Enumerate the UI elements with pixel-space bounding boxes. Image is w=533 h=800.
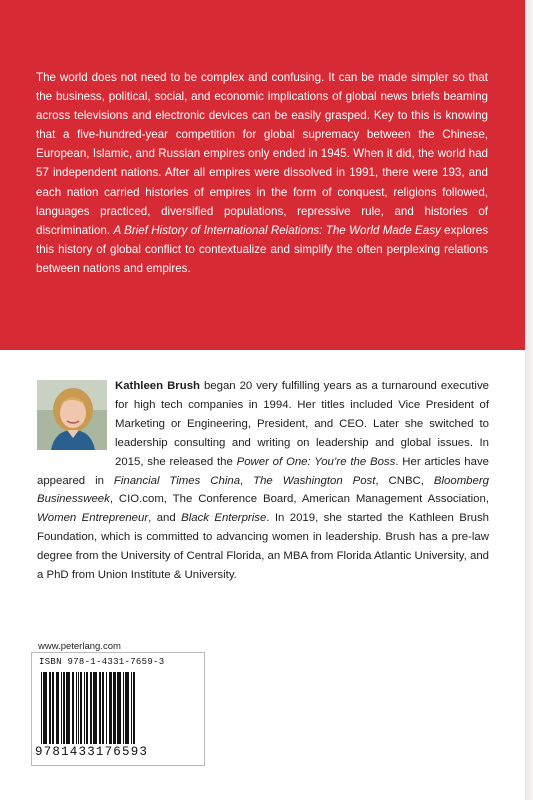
publication-bloomberg: Bloomberg Businessweek: [37, 474, 489, 506]
isbn-barcode: [31, 652, 205, 766]
author-portrait-icon: [37, 380, 107, 450]
barcode-digits: 9781433176593: [35, 745, 149, 759]
description-text: The world does not need to be complex and confusing. It can be made simpler so that the business, political, social, and economic implications of global news briefs beaming across televisions and electronic devices can be easily grasped. Key to this is knowing that a five-hundred-year competition for global supremacy between the Chinese, European, Islamic, and Russian empires only ended in 1945. When it did, the world had 57 independent nations. After all empires were dissolved in 1991, there were 193, and each nation carried histories of empires in the form of conquest, religions followed, languages practiced, diversified populations, repressive rule, and histories of discrimination.: [36, 71, 488, 237]
bio-text: , CNBC,: [375, 474, 434, 487]
publication-ft-china: Financial Times China: [113, 474, 241, 487]
author-bio: [37, 377, 489, 585]
page-edge: [525, 0, 533, 800]
isbn-label: ISBN 978-1-4331-7659-3: [39, 657, 165, 667]
book-description: [36, 68, 488, 278]
author-photo: [37, 380, 107, 450]
publication-washington-post: The Washington Post: [253, 474, 376, 487]
publication-black-enterprise: Black Enterprise: [181, 512, 267, 525]
author-name: Kathleen Brush: [115, 380, 200, 392]
publisher-url: www.peterlang.com: [38, 641, 121, 652]
description-text-end: explores this history of global conflict to contextualize and simplify the often perplexing relations between nations and empires.: [36, 223, 488, 275]
bio-text: , CIO.com, The Conference Board, American Management Association,: [109, 493, 489, 506]
blurb-panel: [0, 0, 525, 350]
book-power-of-one: Power of One: You’re the Boss: [236, 455, 396, 468]
bio-text: . Her articles have appeared in: [37, 455, 489, 487]
publication-women-entrepreneur: Women Entrepreneur: [37, 512, 149, 525]
bio-text: , and: [148, 512, 182, 525]
bio-text: began 20 very fulfilling years as a turnaround executive for high tech companies in 1994. Her titles included Vice President of Marketing or Engineering, President, and CEO. Later she switched to leadership consulting and writing on leadership and global issues. In 2015, she released the: [115, 380, 489, 468]
bio-text: . In 2019, she started the Kathleen Brush Foundation, which is committed to advancing women in leadership. Brush has a pre-law degree from the University of Central Florida, an MBA from Florida Atlantic University, and a PhD from Union Institute & University.: [37, 512, 489, 582]
book-title: A Brief History of International Relations: The World Made Easy: [113, 223, 441, 237]
barcode-bars: [39, 672, 199, 744]
bio-text: ,: [240, 474, 254, 487]
